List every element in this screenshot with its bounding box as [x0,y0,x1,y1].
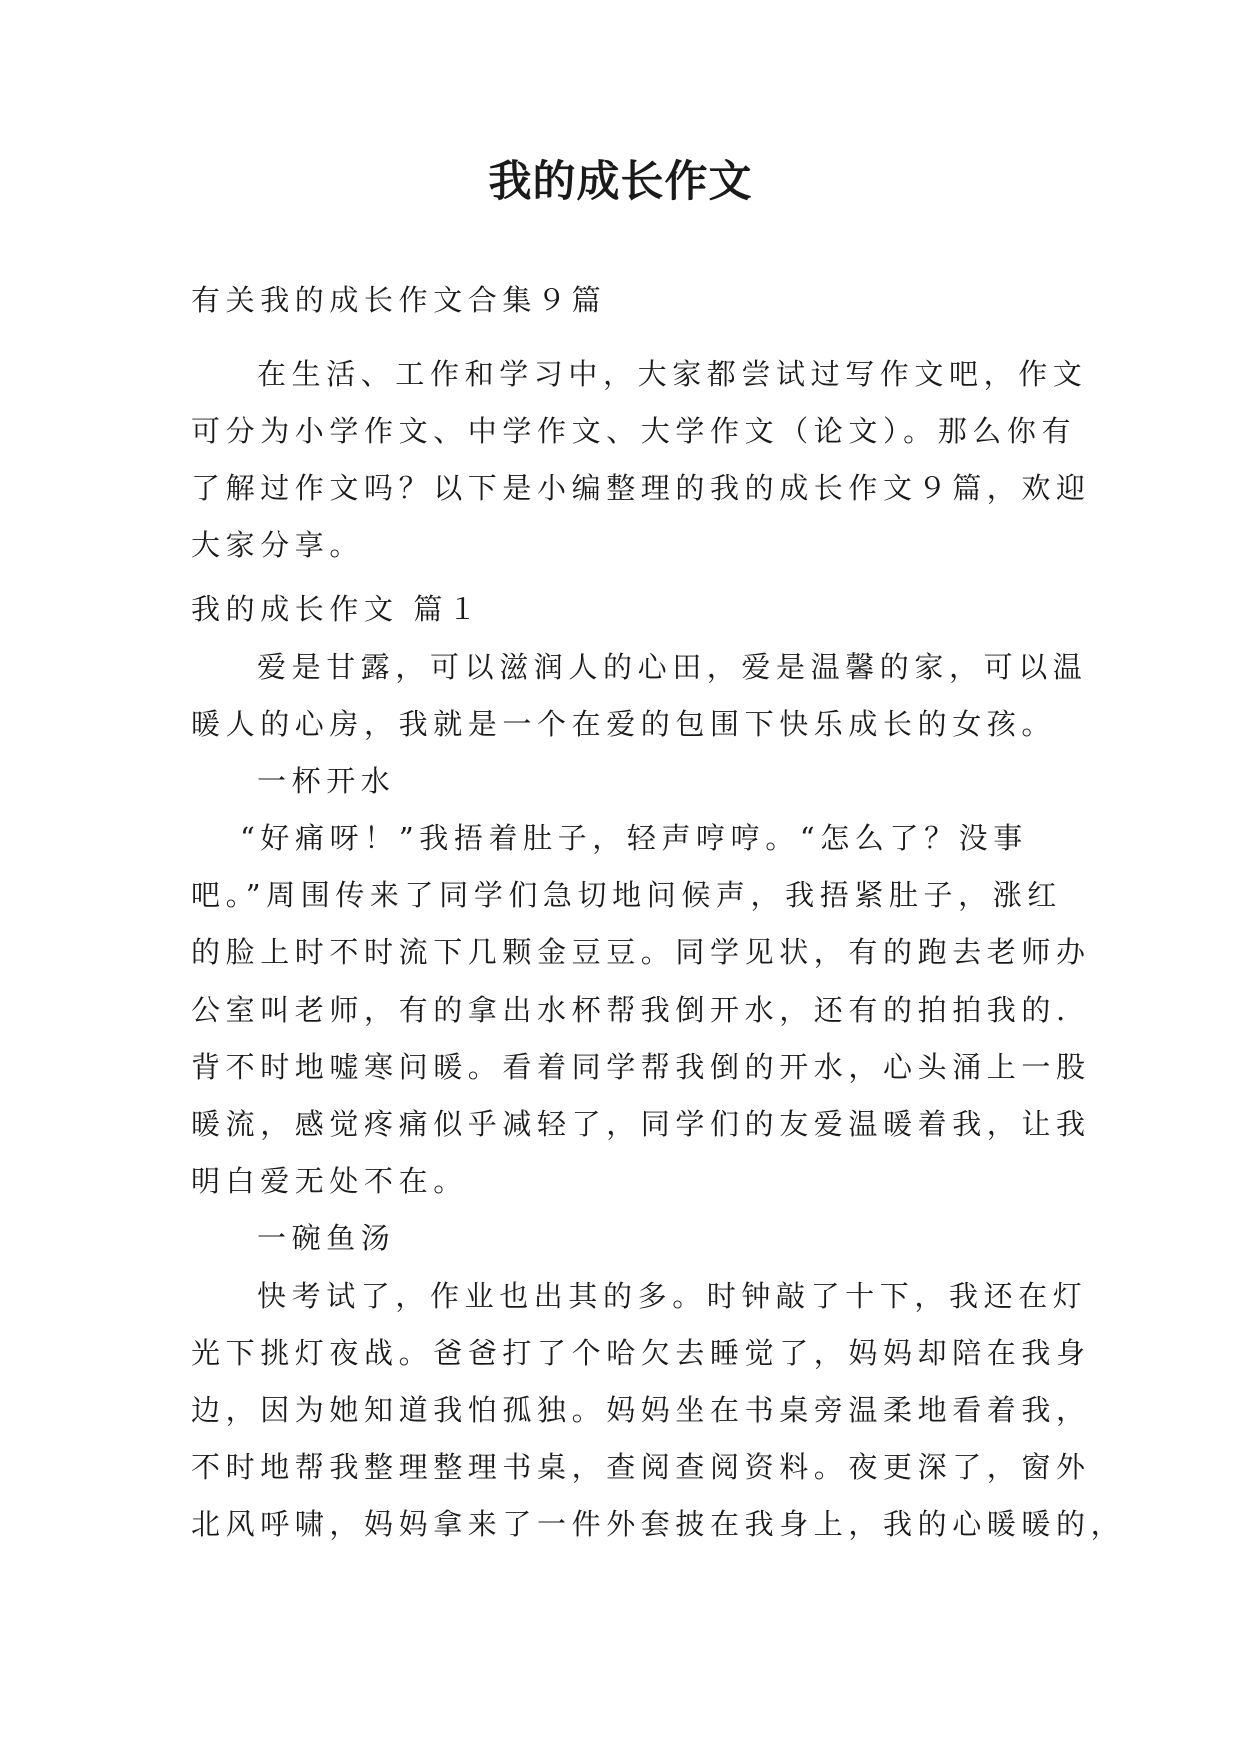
text-line: 一碗鱼汤 [257,1221,396,1255]
document-title: 我的成长作文 [488,157,753,207]
text-line: 大家分享。 [191,528,365,562]
text-line: 北风呼啸，妈妈拿来了一件外套披在我身上，我的心暖暖的， [191,1507,1126,1541]
text-line: 背不时地嘘寒问暖。看着同学帮我倒的开水，心头涌上一股 [191,1050,1091,1084]
text-line: 公室叫老师，有的拿出水杯帮我倒开水，还有的拍拍我的. [191,993,1071,1027]
text-line: 暖流，感觉疼痛似乎减轻了，同学们的友爱温暖着我，让我 [191,1107,1091,1141]
text-line: 爱是甘露，可以滋润人的心田，爱是温馨的家，可以温 [257,650,1088,684]
text-line: 不时地帮我整理整理书桌，查阅查阅资料。夜更深了，窗外 [191,1450,1091,1484]
text-line: 的脸上时不时流下几颗金豆豆。同学见状，有的跑去老师办 [191,935,1091,969]
text-line: 一杯开水 [257,764,396,798]
text-line: 暖人的心房，我就是一个在爱的包围下快乐成长的女孩。 [191,707,1057,741]
text-line: 快考试了，作业也出其的多。时钟敲了十下，我还在灯 [257,1279,1088,1313]
text-line: 我的成长作文 篇１ [191,592,483,626]
text-line: 可分为小学作文、中学作文、大学作文（论文）。那么你有 [191,414,1077,448]
text-line: 光下挑灯夜战。爸爸打了个哈欠去睡觉了，妈妈却陪在我身 [191,1336,1091,1370]
text-line: 明白爱无处不在。 [191,1164,468,1198]
text-line: 吧。”周围传来了同学们急切地问候声，我捂紧肚子，涨红 [191,878,1062,912]
text-line: 有关我的成长作文合集９篇 [191,283,607,317]
text-line: 了解过作文吗？以下是小编整理的我的成长作文９篇，欢迎 [191,471,1091,505]
text-line: 在生活、工作和学习中，大家都尝试过写作文吧，作文 [257,357,1088,391]
text-line: “好痛呀！”我捂着肚子，轻声哼哼。“怎么了？没事 [240,821,1028,855]
text-line: 边，因为她知道我怕孤独。妈妈坐在书桌旁温柔地看着我， [191,1393,1091,1427]
